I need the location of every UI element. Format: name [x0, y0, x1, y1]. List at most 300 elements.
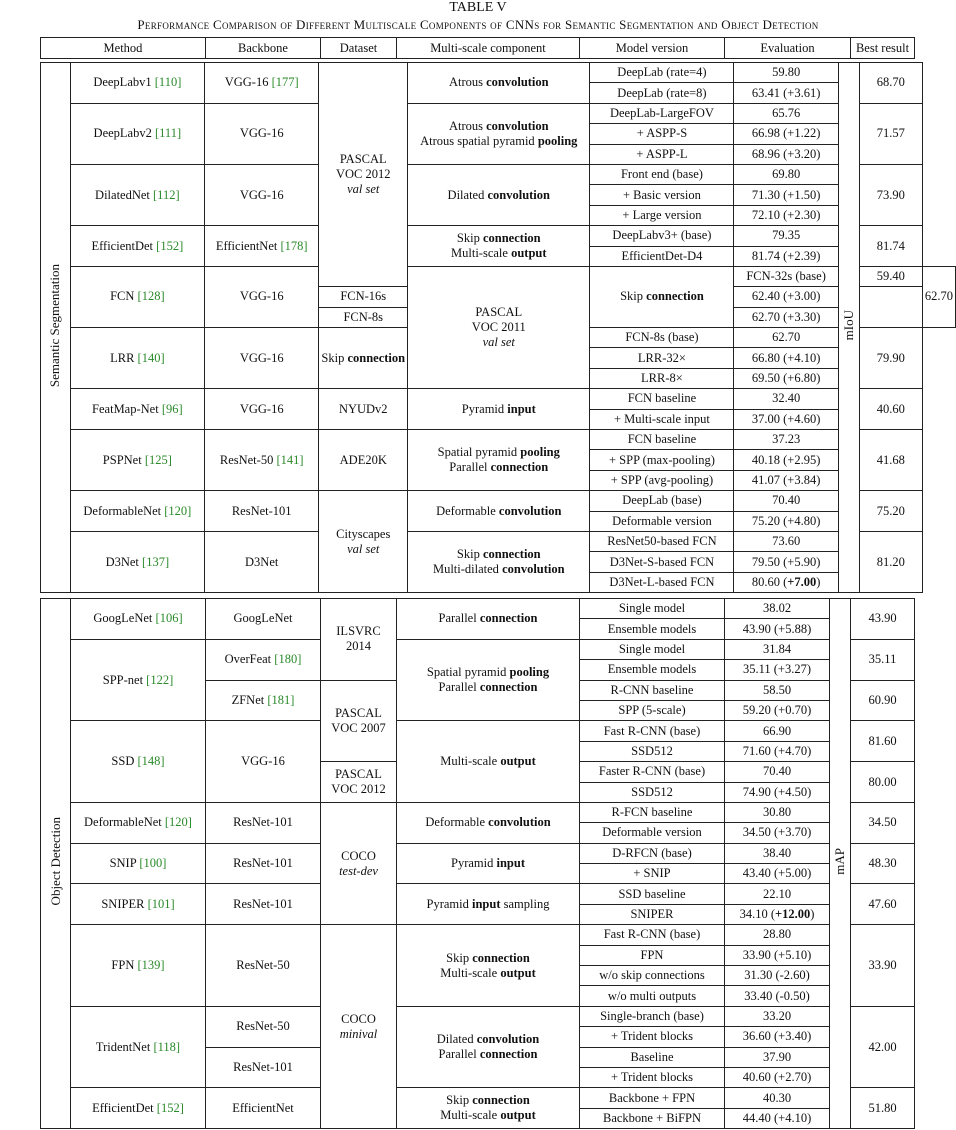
evaluation-cell [734, 511, 838, 531]
model-version-cell [580, 966, 725, 986]
eval-value: 33.20 [762, 1009, 792, 1023]
evaluation-cell [734, 226, 838, 246]
method-cell [71, 925, 206, 1007]
model-version: Ensemble models [607, 621, 697, 636]
best-result-cell [859, 531, 922, 592]
best-result: 48.30 [868, 856, 897, 871]
evaluation-cell [734, 103, 838, 123]
evaluation-cell [734, 205, 838, 225]
table-row [41, 802, 915, 822]
model-version-cell [590, 368, 734, 388]
model-version: DeepLab (rate=4) [617, 65, 707, 80]
section-label [41, 599, 71, 1129]
eval-value: 37.90 [762, 1049, 792, 1064]
model-version: EfficientDet-D4 [621, 248, 703, 263]
model-version-cell [580, 945, 725, 965]
section-label [41, 63, 71, 593]
best-result-cell [851, 599, 915, 640]
component-cell [408, 164, 590, 225]
best-result: 33.90 [868, 958, 897, 973]
method-name: VGG-16 [239, 187, 284, 202]
component-cell [397, 1006, 580, 1088]
model-version: SPP (5-scale) [618, 703, 686, 718]
backbone-cell [206, 1006, 321, 1047]
method-name: DilatedNet [95, 187, 150, 202]
eval-value: 66.98 (+1.22) [751, 126, 821, 141]
backbone-cell [205, 103, 319, 164]
eval-value: 62.40 (+3.00) [751, 289, 821, 304]
backbone-cell [205, 389, 319, 430]
method-name: ResNet-50 [219, 452, 274, 467]
eval-value: 35.11 (+3.27) [742, 662, 812, 677]
eval-value: 62.70 [772, 330, 801, 345]
component-text: Dilated [447, 187, 488, 202]
model-version-cell [590, 246, 734, 266]
component-cell [397, 721, 580, 803]
best-result-cell [851, 680, 915, 721]
method-name: FPN [111, 958, 135, 973]
model-version: Baseline [630, 1049, 674, 1064]
component-keyword: convolution [476, 1032, 540, 1047]
component-cell [397, 599, 580, 640]
eval-value: 73.60 [772, 534, 801, 549]
dataset-cell [321, 762, 397, 803]
citation: [148] [137, 754, 165, 769]
evaluation-cell [725, 1047, 830, 1067]
model-version-cell [580, 1027, 725, 1047]
method-name: ResNet-50 [236, 1019, 290, 1034]
model-version: + ASPP-L [636, 146, 688, 161]
evaluation-cell [734, 409, 838, 429]
eval-value: 59.80 [772, 65, 801, 80]
best-result: 81.74 [876, 238, 905, 253]
component-keyword: input [496, 856, 525, 871]
best-result-cell [851, 843, 915, 884]
component-cell [408, 430, 590, 491]
evaluation-cell [734, 144, 838, 164]
best-result-cell [851, 1006, 915, 1088]
component-keyword: connection [482, 231, 541, 246]
evaluation-cell [725, 700, 830, 720]
dataset-name: 2014 [346, 639, 371, 654]
model-version: DeepLab-LargeFOV [609, 105, 714, 120]
model-version: Ensemble models [607, 662, 697, 677]
citation: [112] [153, 187, 180, 202]
component-keyword: input [507, 401, 536, 416]
eval-value: 33.90 (+5.10) [742, 947, 812, 962]
eval-value: 68.96 (+3.20) [751, 146, 821, 161]
eval-value: 71.60 (+4.70) [742, 743, 812, 758]
model-version: SNIPER [630, 907, 674, 922]
backbone-cell [205, 328, 319, 389]
method-cell [71, 1006, 206, 1088]
model-version: + Multi-scale input [613, 411, 710, 426]
method-cell [71, 1088, 206, 1129]
component-text: Skip [456, 547, 483, 562]
backbone-cell [205, 164, 319, 225]
eval-value: 70.40 [772, 493, 801, 508]
model-version-cell [580, 639, 725, 659]
model-version-cell [580, 1108, 725, 1128]
backbone-cell [206, 680, 321, 721]
method-name: PSPNet [102, 452, 142, 467]
component-cell [319, 328, 408, 389]
best-result-cell [859, 103, 922, 164]
evaluation-cell [734, 164, 838, 184]
model-version: + SNIP [633, 866, 671, 881]
backbone-cell [205, 63, 319, 104]
method-cell [70, 531, 204, 592]
model-version: DeepLab (rate=8) [617, 85, 707, 100]
model-version-cell [580, 925, 725, 945]
table-row [41, 531, 956, 551]
table-row [41, 226, 956, 246]
best-result: 75.20 [876, 503, 905, 518]
model-version-cell [580, 1047, 725, 1067]
backbone-cell [206, 802, 321, 843]
model-version: w/o multi outputs [607, 988, 697, 1003]
method-name: DeformableNet [84, 815, 162, 830]
metric-name: mIoU [840, 310, 856, 341]
evaluation-cell [734, 531, 838, 551]
component-text: Spatial pyramid [426, 665, 510, 680]
method-name: VGG-16 [239, 289, 284, 304]
model-version: w/o skip connections [599, 968, 705, 983]
method-name: SNIPER [101, 896, 145, 911]
model-version: + Trident blocks [610, 1029, 694, 1044]
citation: [152] [156, 238, 184, 253]
model-version: SSD512 [631, 743, 673, 758]
model-version-cell [590, 531, 734, 551]
model-version-cell [580, 700, 725, 720]
eval-value: 74.90 (+4.50) [742, 784, 812, 799]
eval-value: 72.10 (+2.30) [751, 207, 821, 222]
method-name: SNIP [109, 856, 137, 871]
table-row [41, 599, 915, 619]
model-version: FCN baseline [627, 432, 697, 447]
model-version-cell [580, 904, 725, 924]
best-result-cell [851, 925, 915, 1007]
header-table [40, 37, 915, 59]
best-result: 43.90 [868, 611, 897, 626]
component-keyword: pooling [520, 445, 560, 460]
evaluation-cell [725, 802, 830, 822]
model-version-cell [580, 864, 725, 884]
dataset-name: VOC 2012 [331, 782, 386, 797]
method-name: VGG-16 [239, 126, 284, 141]
best-result: 34.50 [868, 815, 897, 830]
best-result: 42.00 [868, 1039, 897, 1054]
component-keyword: input [472, 896, 501, 911]
dataset-cell [319, 389, 408, 430]
best-result: 80.00 [868, 774, 897, 789]
best-result-cell [859, 328, 922, 389]
model-version-cell [590, 511, 734, 531]
method-name: VGG-16 [239, 350, 284, 365]
eval-value: 65.76 [772, 105, 801, 120]
citation: [120] [164, 503, 192, 518]
method-name: OverFeat [224, 652, 272, 667]
method-name: FeatMap-Net [92, 401, 159, 416]
eval-value: 28.80 [762, 927, 792, 942]
component-text: Pyramid [461, 401, 508, 416]
evaluation-cell [734, 450, 838, 470]
model-version: R-FCN baseline [611, 805, 693, 820]
citation: [101] [147, 896, 175, 911]
dataset-name: COCO [341, 1011, 376, 1026]
method-name: TridentNet [95, 1039, 151, 1054]
method-name: ResNet-101 [233, 1059, 293, 1074]
evaluation-cell [725, 1027, 830, 1047]
component-text: Multi-scale [440, 754, 501, 769]
component-keyword: output [500, 1108, 536, 1123]
component-cell [397, 802, 580, 843]
citation: [140] [137, 350, 165, 365]
eval-value: 38.02 [762, 601, 792, 616]
table-row [41, 389, 956, 409]
model-version: Backbone + FPN [608, 1090, 696, 1105]
method-cell [70, 226, 204, 267]
method-name: D3Net [105, 554, 139, 569]
component-cell [590, 266, 734, 327]
model-version: Single model [618, 601, 686, 616]
best-result: 41.68 [876, 452, 905, 467]
evaluation-cell [734, 246, 838, 266]
dataset-name: ADE20K [339, 452, 387, 467]
model-version: D3Net-S-based FCN [609, 554, 715, 569]
method-name: SPP-net [102, 672, 144, 687]
dataset-name: Cityscapes [336, 526, 391, 541]
component-cell [408, 103, 590, 164]
evaluation-cell [725, 639, 830, 659]
dataset-cell [321, 925, 397, 1129]
model-version: ResNet50-based FCN [607, 534, 717, 549]
model-version-cell [590, 430, 734, 450]
dataset-split: val set [347, 182, 380, 197]
table-row [41, 1088, 915, 1108]
method-name: LRR [110, 350, 135, 365]
header-dataset: Dataset [321, 38, 397, 59]
method-cell [70, 164, 204, 225]
eval-value: 58.50 [762, 682, 792, 697]
method-name: EfficientNet [232, 1100, 294, 1115]
section-name: Semantic Segmentation [47, 264, 63, 388]
method-name: ResNet-50 [236, 958, 290, 973]
eval-value: 63.41 (+3.61) [751, 85, 821, 100]
model-version: Deformable version [612, 513, 712, 528]
table-row [41, 491, 956, 511]
component-cell [408, 491, 590, 532]
dataset-split: minival [339, 1026, 378, 1041]
eval-value: 33.40 (-0.50) [744, 988, 810, 1003]
best-result-cell [851, 762, 915, 803]
model-version-cell [319, 287, 408, 307]
dataset-name: ILSVRC [336, 624, 381, 639]
table-row [41, 63, 956, 83]
evaluation-cell [734, 348, 838, 368]
model-version-cell [590, 470, 734, 490]
eval-value: 79.50 (+5.90) [751, 554, 821, 569]
eval-value: 75.20 (+4.80) [751, 513, 821, 528]
component-text: Skip [456, 231, 483, 246]
method-name: DeepLabv1 [93, 75, 152, 90]
evaluation-cell [725, 680, 830, 700]
component-cell [397, 843, 580, 884]
evaluation-cell [859, 266, 922, 286]
evaluation-cell [725, 660, 830, 680]
best-result: 60.90 [868, 692, 897, 707]
component-keyword: connection [490, 460, 549, 475]
component-keyword: convolution [486, 118, 549, 133]
model-version: + Basic version [623, 187, 701, 202]
component-text: Multi-scale [440, 965, 501, 980]
eval-value: 34.10 ( [739, 907, 775, 922]
model-version: Fast R-CNN (base) [603, 723, 701, 738]
eval-value: 59.20 (+0.70) [742, 703, 812, 718]
citation: [118] [153, 1039, 181, 1054]
component-text: Multi-scale [440, 1108, 501, 1123]
table-caption: Performance Comparison of Different Multiscale Components of CNNs for Semantic Segmentation and Object Detection [137, 17, 819, 32]
method-name: VGG-16 [239, 401, 284, 416]
backbone-cell [205, 266, 319, 327]
method-cell [71, 599, 206, 640]
evaluation-cell [725, 966, 830, 986]
component-keyword: convolution [487, 187, 550, 202]
model-version-cell [590, 83, 734, 103]
model-version-cell [590, 409, 734, 429]
best-result: 81.20 [876, 554, 905, 569]
component-text: Skip [620, 289, 647, 304]
header-evaluation: Evaluation [725, 38, 851, 59]
model-version-cell [580, 599, 725, 619]
component-text: Atrous [448, 118, 487, 133]
header-best-result: Best result [851, 38, 915, 59]
citation: [139] [137, 958, 165, 973]
backbone-cell [206, 639, 321, 680]
method-cell [71, 884, 206, 925]
component-text: Parallel [438, 1047, 480, 1062]
citation: [177] [271, 75, 299, 90]
evaluation-cell [734, 368, 838, 388]
evaluation-cell [725, 782, 830, 802]
evaluation-cell [734, 491, 838, 511]
component-cell [397, 639, 580, 721]
method-cell [71, 843, 206, 884]
model-version-cell [580, 680, 725, 700]
evaluation-cell [725, 864, 830, 884]
evaluation-cell [734, 185, 838, 205]
evaluation-cell [725, 884, 830, 904]
backbone-cell [206, 843, 321, 884]
dataset-cell [321, 802, 397, 924]
dataset-name: VOC 2012 [335, 167, 391, 182]
method-name: VGG-16 [224, 75, 269, 90]
citation: [96] [161, 401, 183, 416]
eval-value: 71.30 (+1.50) [751, 187, 821, 202]
method-cell [71, 639, 206, 721]
component-keyword: connection [479, 1047, 538, 1062]
evaluation-cell [725, 1067, 830, 1087]
eval-value: 40.60 (+2.70) [742, 1070, 812, 1085]
model-version-cell [590, 552, 734, 572]
table-row [41, 884, 915, 904]
best-result: 35.11 [868, 652, 897, 667]
dataset-cell [319, 63, 408, 287]
dataset-cell [321, 599, 397, 681]
dataset-name: VOC 2007 [331, 720, 386, 735]
backbone-cell [206, 721, 321, 803]
evaluation-cell [734, 307, 838, 327]
model-version: Faster R-CNN (base) [598, 764, 706, 779]
metric-name: mAP [832, 848, 847, 875]
component-keyword: connection [646, 289, 704, 304]
best-result-cell [922, 266, 955, 327]
dataset-cell [319, 430, 408, 491]
best-result-cell [859, 226, 922, 267]
dataset-split: val set [347, 541, 380, 556]
table-row [41, 266, 956, 286]
header-backbone: Backbone [206, 38, 321, 59]
best-result: 81.60 [868, 733, 897, 748]
header-method: Method [41, 38, 206, 59]
detection-table [40, 598, 915, 1129]
component-text: sampling [500, 896, 550, 911]
model-version-cell [580, 660, 725, 680]
eval-value: 32.40 [772, 391, 801, 406]
component-text: Skip [446, 1093, 473, 1108]
model-version-cell [580, 1067, 725, 1087]
dataset-name: PASCAL [335, 767, 382, 782]
component-text: Deformable [436, 503, 499, 518]
dataset-name: COCO [341, 848, 376, 863]
component-keyword: convolution [486, 75, 549, 90]
eval-value: 30.80 [762, 805, 792, 820]
evaluation-cell [734, 124, 838, 144]
method-name: DeformableNet [83, 503, 162, 518]
method-name: EfficientNet [215, 238, 278, 253]
segmentation-table [40, 62, 956, 593]
citation: [152] [156, 1100, 184, 1115]
component-text: Pyramid [451, 856, 497, 871]
method-name: D3Net [245, 554, 279, 569]
best-result-cell [851, 802, 915, 843]
eval-value: 38.40 [762, 845, 792, 860]
component-cell [397, 925, 580, 1007]
citation: [180] [274, 652, 302, 667]
dataset-name: PASCAL [475, 305, 523, 320]
component-keyword: connection [479, 611, 538, 626]
evaluation-cell [734, 552, 838, 572]
evaluation-cell [725, 843, 830, 863]
model-version-cell [580, 986, 725, 1006]
method-name: SSD [111, 754, 135, 769]
evaluation-cell [725, 619, 830, 639]
eval-value: 81.74 (+2.39) [751, 248, 821, 263]
model-version-cell [580, 762, 725, 782]
model-version: FCN-8s (base) [625, 330, 699, 345]
evaluation-cell [725, 823, 830, 843]
best-result-cell [851, 639, 915, 680]
model-version-cell [580, 782, 725, 802]
method-cell [70, 328, 204, 389]
eval-value: ) [810, 907, 815, 922]
component-text: Skip [321, 350, 348, 365]
model-version-cell [580, 1006, 725, 1026]
evaluation-cell [725, 1088, 830, 1108]
component-text: Dilated [436, 1032, 477, 1047]
model-version-cell [580, 884, 725, 904]
citation: [128] [137, 289, 165, 304]
